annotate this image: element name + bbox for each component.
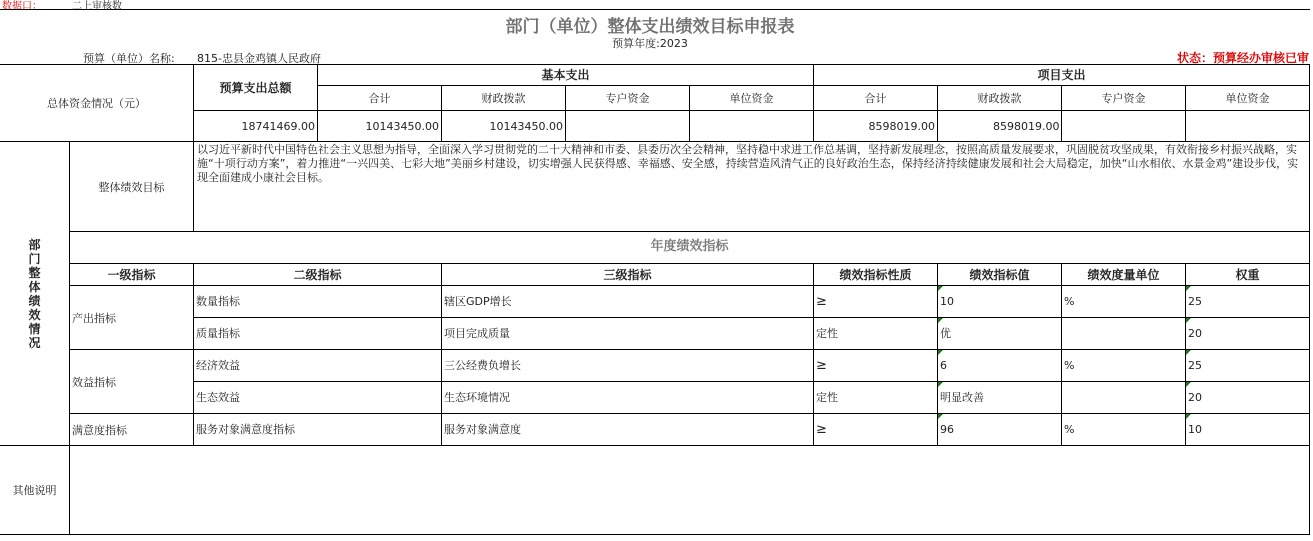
weight-cell[interactable]: 20 [1186,318,1310,350]
other-notes-text[interactable] [70,446,1310,535]
weight-cell[interactable]: 20 [1186,382,1310,414]
basic-unit-value[interactable] [690,111,814,142]
level3-cell[interactable]: 生态环境情况 [442,382,814,414]
unit-cell[interactable]: % [1062,286,1186,318]
budget-unit-label: 预算（单位）名称: [83,52,175,65]
basic-sub-special: 专户资金 [566,86,690,111]
basic-sub-total: 合计 [318,86,442,111]
weight-cell[interactable]: 25 [1186,286,1310,318]
level2-cell[interactable]: 经济效益 [194,350,442,382]
level2-cell[interactable]: 数量指标 [194,286,442,318]
basic-special-value[interactable] [566,111,690,142]
data-source-value: 二上审核数 [72,1,122,12]
value-cell[interactable]: 优 [938,318,1062,350]
basic-fiscal-value[interactable]: 10143450.00 [442,111,566,142]
budget-year: 预算年度:2023 [612,37,688,50]
level2-cell[interactable]: 生态效益 [194,382,442,414]
comment-marker-icon [938,350,943,355]
level1-satisfaction: 满意度指标 [70,414,194,446]
value-cell[interactable]: 96 [938,414,1062,446]
weight-cell[interactable]: 25 [1186,350,1310,382]
level2-cell[interactable]: 质量指标 [194,318,442,350]
level3-cell[interactable]: 服务对象满意度 [442,414,814,446]
overall-goal-label: 整体绩效目标 [70,142,194,232]
value-cell[interactable]: 10 [938,286,1062,318]
budget-unit-name: 815-忠县金鸡镇人民政府 [197,52,321,65]
nature-cell[interactable]: ≥ [814,350,938,382]
level1-output: 产出指标 [70,286,194,350]
header-weight: 权重 [1186,264,1310,286]
basic-sub-unit: 单位资金 [690,86,814,111]
header-level3: 三级指标 [442,264,814,286]
header-nature: 绩效指标性质 [814,264,938,286]
basic-total-value[interactable]: 10143450.00 [318,111,442,142]
overall-goal-text[interactable]: 以习近平新时代中国特色社会主义思想为指导，全面深入学习贯彻党的二十大精神和市委、县委历次全会精神，坚持稳中求进工作总基调，坚持新发展理念，按照高质量发展要求，巩固脱贫攻坚成果，有效衔接乡村振兴战略，实施“十项行动方案”，着力推进“一兴四美、七彩大地”美丽乡村建设，切实增强人民获得感、幸福感、安全感，持续营造风清气正的良好政治生态，保持经济持续健康发展和社会大局稳定，加快“山水相依、水景金鸡”建设步伐，实现全面建成小康社会目标。 [194,142,1310,232]
level2-cell[interactable]: 服务对象满意度指标 [194,414,442,446]
header-level2: 二级指标 [194,264,442,286]
funds-row-label: 总体资金情况（元） [0,64,194,142]
data-source-label: 数据口： [2,1,42,12]
page-title: 部门（单位）整体支出绩效目标申报表 [505,17,795,37]
project-special-value[interactable] [1062,111,1186,142]
annual-indicators-title: 年度绩效指标 [70,232,1310,264]
comment-marker-icon [1186,382,1191,387]
project-sub-unit: 单位资金 [1186,86,1310,111]
nature-cell[interactable]: ≥ [814,286,938,318]
other-notes-label: 其他说明 [0,446,70,535]
project-header: 项目支出 [814,64,1310,86]
weight-cell[interactable]: 10 [1186,414,1310,446]
header-level1: 一级指标 [70,264,194,286]
basic-sub-fiscal: 财政拨款 [442,86,566,111]
project-sub-special: 专户资金 [1062,86,1186,111]
unit-cell[interactable] [1062,318,1186,350]
project-fiscal-value[interactable]: 8598019.00 [938,111,1062,142]
top-divider [0,9,1310,10]
nature-cell[interactable]: ≥ [814,414,938,446]
level1-benefit: 效益指标 [70,350,194,414]
unit-cell[interactable] [1062,382,1186,414]
project-total-value[interactable]: 8598019.00 [814,111,938,142]
status-badge: 状态：预算经办审核已审 [1176,51,1309,65]
value-cell[interactable]: 明显改善 [938,382,1062,414]
unit-cell[interactable]: % [1062,350,1186,382]
level3-cell[interactable]: 辖区GDP增长 [442,286,814,318]
total-value[interactable]: 18741469.00 [194,111,318,142]
unit-cell[interactable]: % [1062,414,1186,446]
project-unit-value[interactable] [1186,111,1310,142]
level3-cell[interactable]: 项目完成质量 [442,318,814,350]
nature-cell[interactable]: 定性 [814,318,938,350]
comment-marker-icon [1186,286,1191,291]
comment-marker-icon [938,318,943,323]
comment-marker-icon [938,414,943,419]
comment-marker-icon [1186,414,1191,419]
dept-performance-side-label: 部 门 整 体 绩 效 情 况 [0,142,70,446]
level3-cell[interactable]: 三公经费负增长 [442,350,814,382]
header-unit: 绩效度量单位 [1062,264,1186,286]
comment-marker-icon [938,382,943,387]
comment-marker-icon [938,286,943,291]
project-sub-total: 合计 [814,86,938,111]
total-header: 预算支出总额 [194,64,318,111]
value-cell[interactable]: 6 [938,350,1062,382]
header-value: 绩效指标值 [938,264,1062,286]
basic-header: 基本支出 [318,64,814,86]
nature-cell[interactable]: 定性 [814,382,938,414]
comment-marker-icon [1186,350,1191,355]
comment-marker-icon [1186,318,1191,323]
project-sub-fiscal: 财政拨款 [938,86,1062,111]
